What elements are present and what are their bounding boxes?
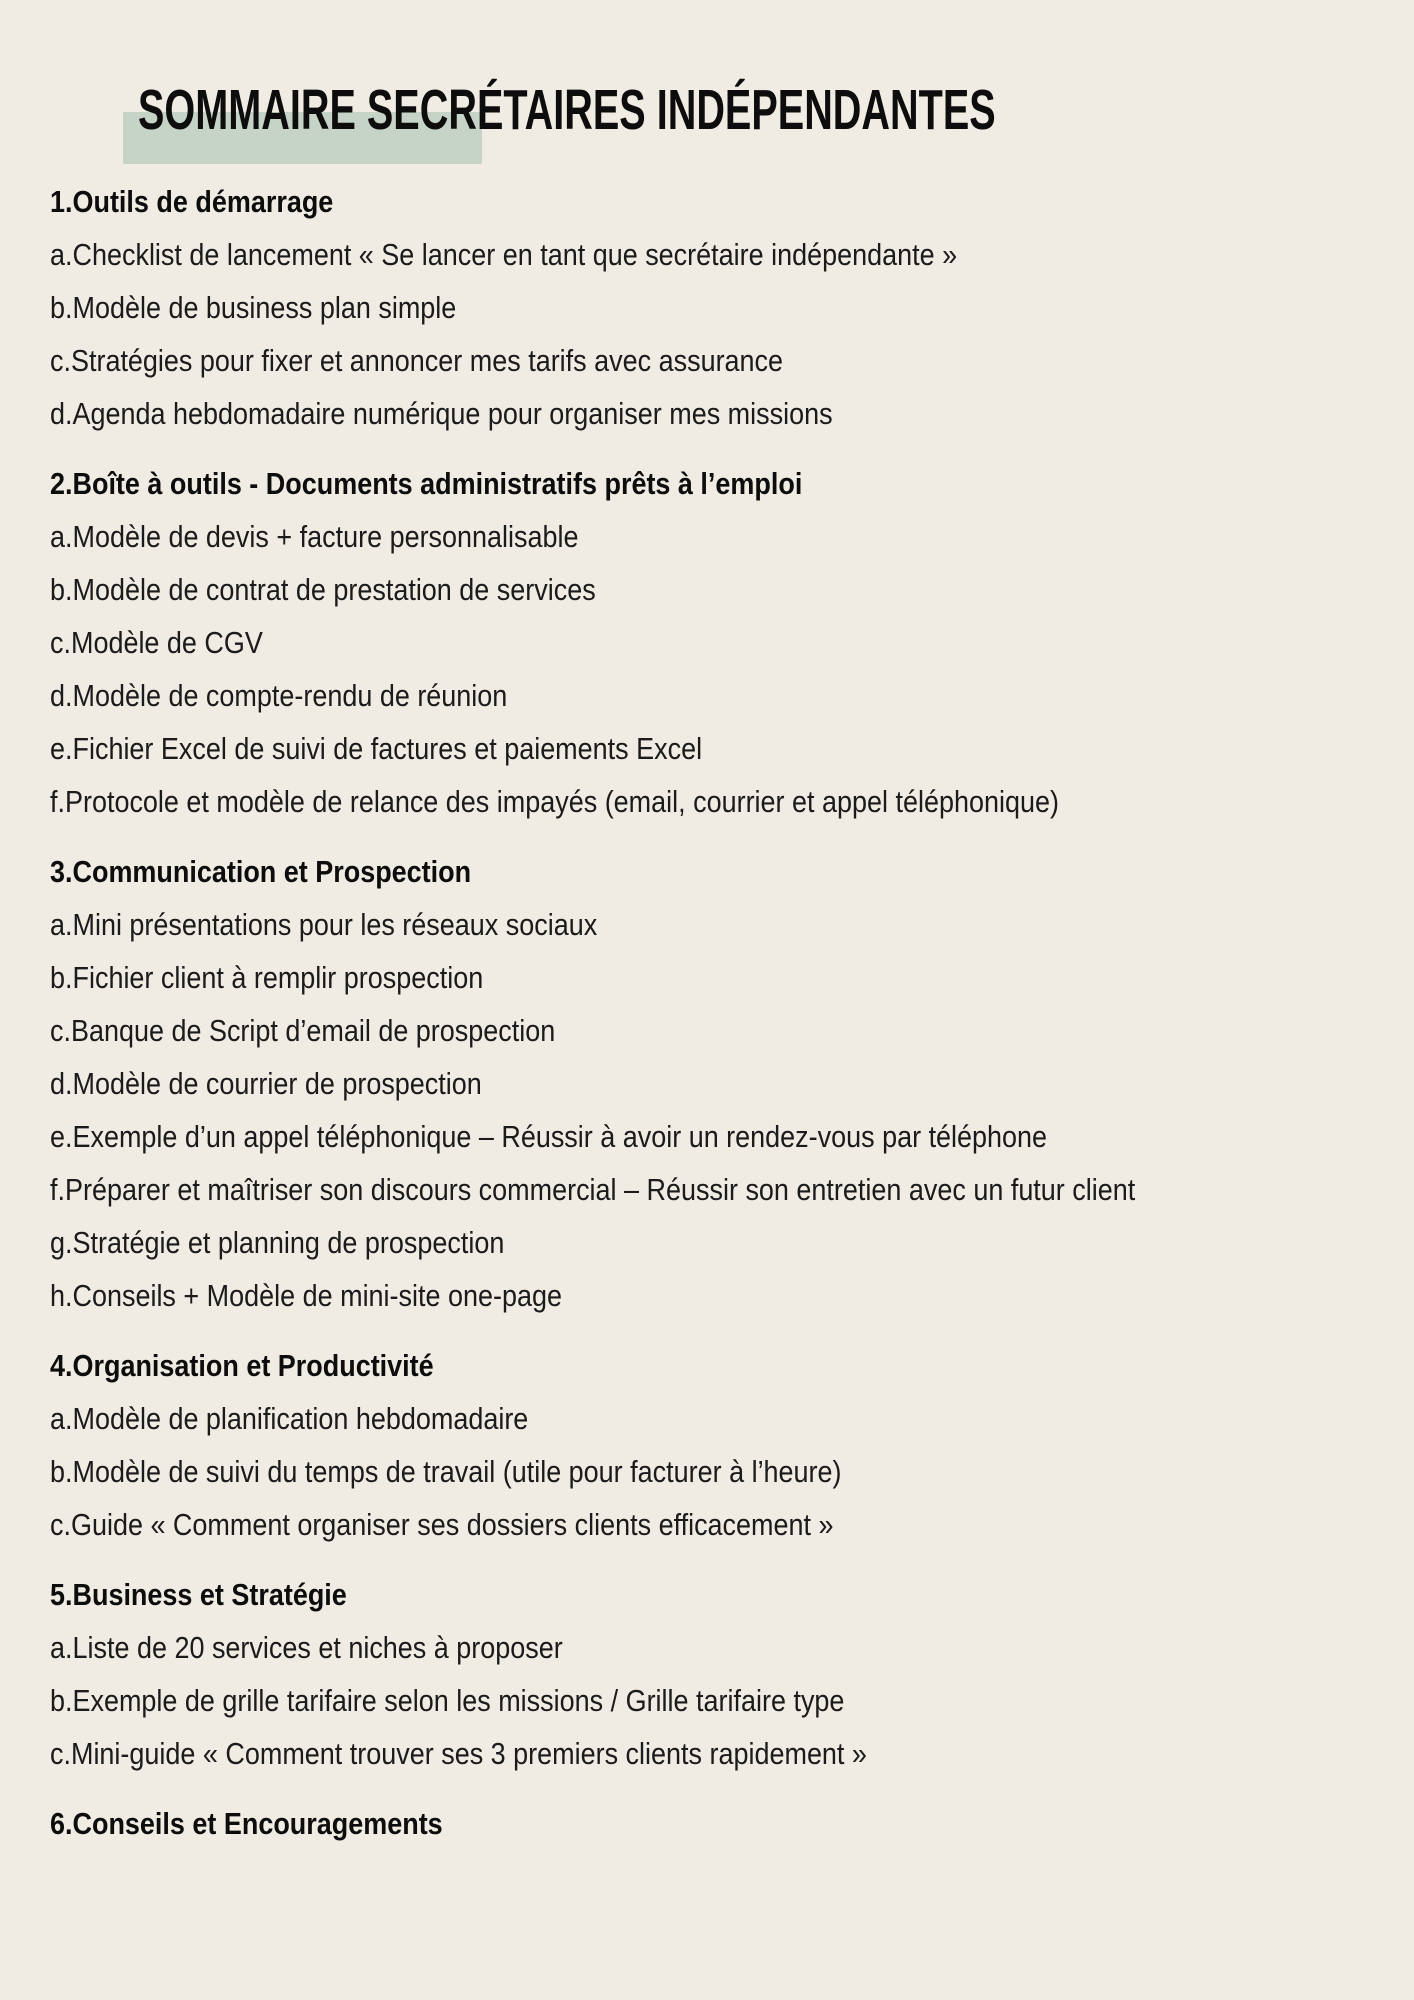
toc-section [50, 186, 1394, 429]
toc-item: c.Mini-guide « Comment trouver ses 3 premiers clients rapidement » [50, 1736, 867, 1771]
toc-item: b.Modèle de suivi du temps de travail (utile pour facturer à l’heure) [50, 1454, 842, 1489]
toc-section [50, 1579, 1394, 1769]
toc-section [50, 468, 1394, 817]
toc-item: c.Stratégies pour fixer et annoncer mes tarifs avec assurance [50, 343, 784, 378]
section-heading: 1.Outils de démarrage [50, 184, 334, 219]
page-title: SOMMAIRE SECRÉTAIRES INDÉPENDANTES [138, 78, 996, 142]
toc-item: a.Mini présentations pour les réseaux sociaux [50, 907, 598, 942]
toc-item: a.Liste de 20 services et niches à proposer [50, 1630, 563, 1665]
toc-item: d.Modèle de compte-rendu de réunion [50, 678, 508, 713]
toc-section [50, 1808, 1394, 1839]
toc-item: b.Exemple de grille tarifaire selon les missions / Grille tarifaire type [50, 1683, 845, 1718]
section-heading: 4.Organisation et Productivité [50, 1348, 434, 1383]
section-heading: 6.Conseils et Encouragements [50, 1806, 443, 1841]
toc-item: a.Checklist de lancement « Se lancer en tant que secrétaire indépendante » [50, 237, 958, 272]
toc-section [50, 1350, 1394, 1540]
toc-item: e.Exemple d’un appel téléphonique – Réussir à avoir un rendez-vous par téléphone [50, 1119, 1048, 1154]
toc-section [50, 856, 1394, 1311]
toc-item: f.Préparer et maîtriser son discours commercial – Réussir son entretien avec un futur client [50, 1172, 1136, 1207]
section-heading: 3.Communication et Prospection [50, 854, 472, 889]
toc-item: b.Modèle de business plan simple [50, 290, 457, 325]
toc-item: d.Modèle de courrier de prospection [50, 1066, 482, 1101]
toc-item: b.Modèle de contrat de prestation de services [50, 572, 596, 607]
section-heading: 5.Business et Stratégie [50, 1577, 347, 1612]
toc-item: g.Stratégie et planning de prospection [50, 1225, 505, 1260]
toc-item: c.Modèle de CGV [50, 625, 263, 660]
toc-item: b.Fichier client à remplir prospection [50, 960, 484, 995]
toc-item: a.Modèle de devis + facture personnalisable [50, 519, 579, 554]
toc-item: f.Protocole et modèle de relance des impayés (email, courrier et appel téléphonique) [50, 784, 1059, 819]
toc-item: c.Guide « Comment organiser ses dossiers clients efficacement » [50, 1507, 834, 1542]
section-heading: 2.Boîte à outils - Documents administratifs prêts à l’emploi [50, 466, 803, 501]
toc-item: a.Modèle de planification hebdomadaire [50, 1401, 529, 1436]
toc-item: d.Agenda hebdomadaire numérique pour organiser mes missions [50, 396, 833, 431]
toc-item: e.Fichier Excel de suivi de factures et paiements Excel [50, 731, 703, 766]
toc-item: h.Conseils + Modèle de mini-site one-page [50, 1278, 562, 1313]
toc [50, 186, 1394, 1861]
toc-item: c.Banque de Script d’email de prospection [50, 1013, 556, 1048]
